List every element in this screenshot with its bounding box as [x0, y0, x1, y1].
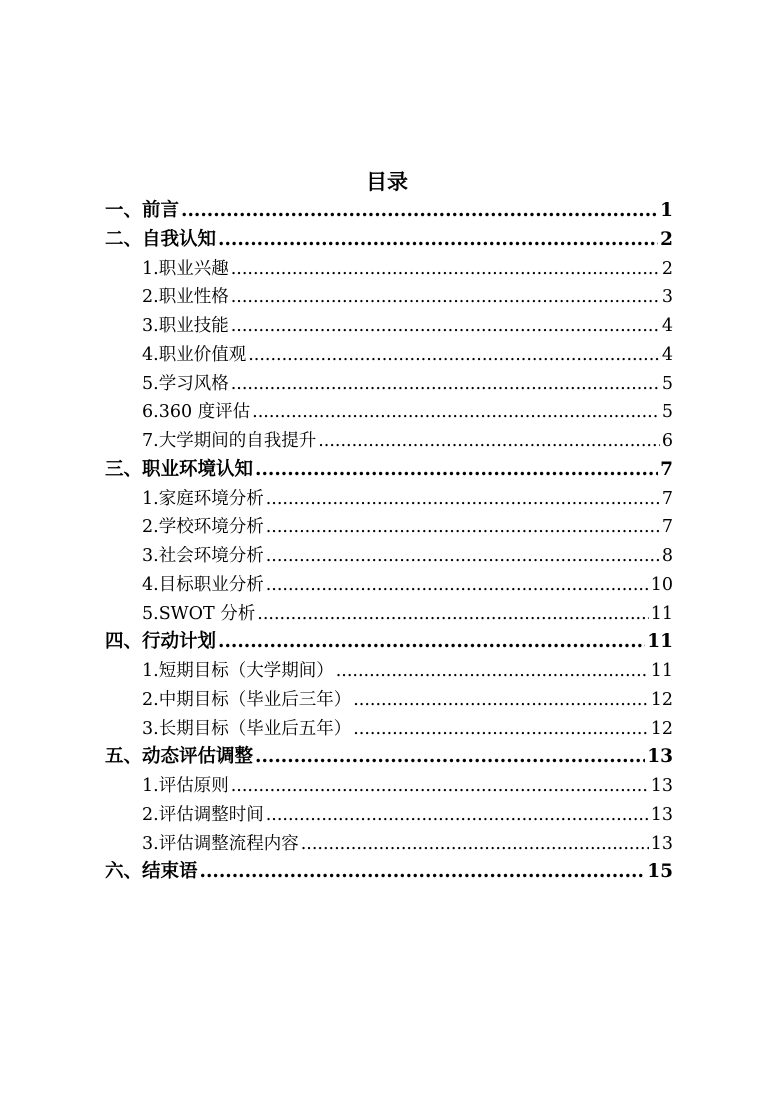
toc-entry-page-number: 4: [661, 316, 673, 336]
toc-subsection-entry[interactable]: [105, 283, 673, 312]
toc-entry-label: 3.职业技能: [142, 316, 229, 336]
toc-subsection-entry[interactable]: [105, 312, 673, 341]
toc-entry-page-number: 2: [661, 258, 673, 279]
toc-dot-leader: [266, 513, 660, 542]
toc-entry-page-number: 1: [660, 200, 673, 221]
toc-section-entry[interactable]: [105, 743, 673, 772]
toc-dot-leader: [266, 801, 649, 830]
toc-entry-page-number: 15: [647, 861, 673, 883]
toc-entry-label: 3.长期目标（毕业后五年）: [142, 718, 352, 739]
toc-section-entry[interactable]: [105, 456, 673, 485]
toc-dot-leader: [231, 370, 660, 399]
toc-subsection-entry[interactable]: [105, 485, 673, 514]
toc-entry-label: 7.大学期间的自我提升: [142, 431, 317, 451]
toc-entry-label: 2.学校环境分析: [142, 517, 264, 538]
toc-subsection-entry[interactable]: [105, 657, 673, 686]
toc-dot-leader: [266, 571, 649, 600]
toc-subsection-entry[interactable]: [105, 255, 673, 284]
toc-entry-label: 3.社会环境分析: [142, 546, 264, 566]
toc-entry-label: 4.职业价值观: [142, 344, 247, 365]
toc-entry-label: 2.评估调整时间: [142, 804, 264, 825]
toc-entry-page-number: 6: [661, 431, 673, 451]
toc-entry-label: 2.职业性格: [142, 287, 229, 308]
toc-subsection-entry[interactable]: [105, 542, 673, 571]
toc-entry-page-number: 13: [647, 746, 673, 768]
toc-subsection-entry[interactable]: [105, 370, 673, 399]
toc-entry-label: 2.中期目标（毕业后三年）: [142, 689, 352, 710]
toc-dot-leader: [231, 283, 660, 312]
toc-entry-label: 1.家庭环境分析: [142, 488, 264, 509]
toc-entry-label: 二、自我认知: [105, 228, 217, 250]
toc-entry-page-number: 8: [661, 546, 673, 566]
toc-entry-label: 一、前言: [105, 200, 180, 221]
toc-subsection-entry[interactable]: [105, 398, 673, 427]
toc-dot-leader: [231, 312, 660, 341]
toc-section-entry[interactable]: [105, 858, 673, 887]
toc-dot-leader: [336, 657, 649, 686]
toc-entry-page-number: 11: [650, 661, 673, 681]
toc-entry-label: 3.评估调整流程内容: [142, 833, 299, 854]
toc-subsection-entry[interactable]: [105, 686, 673, 715]
toc-dot-leader: [255, 456, 658, 485]
toc-dot-leader: [181, 197, 658, 226]
toc-entry-label: 五、动态评估调整: [105, 746, 254, 768]
toc-dot-leader: [200, 858, 646, 887]
toc-entry-page-number: 7: [660, 458, 673, 480]
toc-section-entry[interactable]: [105, 226, 673, 255]
toc-entry-page-number: 13: [650, 804, 673, 825]
toc-entry-label: 1.职业兴趣: [142, 258, 229, 279]
toc-subsection-entry[interactable]: [105, 571, 673, 600]
toc-dot-leader: [266, 542, 660, 571]
toc-dot-leader: [231, 255, 660, 284]
toc-dot-leader: [318, 427, 660, 456]
toc-entry-page-number: 7: [661, 488, 673, 509]
toc-entry-page-number: 11: [650, 603, 673, 624]
toc-dot-leader: [301, 830, 649, 859]
toc-entry-label: 5.学习风格: [142, 373, 229, 394]
toc-entry-label: 6.360 度评估: [142, 402, 251, 423]
toc-dot-leader: [255, 743, 645, 772]
toc-entry-label: 六、结束语: [105, 861, 198, 883]
toc-dot-leader: [231, 772, 649, 801]
toc-entry-page-number: 10: [650, 574, 673, 595]
toc-entry-label: 5.SWOT 分析: [142, 603, 256, 624]
toc-title: 目录: [366, 169, 408, 194]
toc-entry-page-number: 3: [661, 287, 673, 308]
toc-subsection-entry[interactable]: [105, 427, 673, 456]
toc-entry-page-number: 4: [661, 344, 673, 365]
toc-dot-leader: [248, 341, 660, 370]
toc-subsection-entry[interactable]: [105, 341, 673, 370]
toc-dot-leader: [252, 398, 660, 427]
toc-entry-page-number: 12: [650, 689, 673, 710]
toc-dot-leader: [353, 686, 649, 715]
toc-entry-page-number: 2: [660, 228, 673, 250]
toc-entry-page-number: 13: [650, 776, 673, 796]
toc-dot-leader: [266, 485, 660, 514]
toc-entry-label: 四、行动计划: [105, 631, 217, 653]
toc-subsection-entry[interactable]: [105, 830, 673, 859]
toc-section-entry[interactable]: [105, 628, 673, 657]
toc-entry-label: 三、职业环境认知: [105, 458, 254, 480]
toc-dot-leader: [218, 628, 645, 657]
toc-entry-label: 1.短期目标（大学期间）: [142, 661, 334, 681]
table-of-contents: [105, 197, 673, 887]
toc-entry-page-number: 5: [661, 373, 673, 394]
toc-subsection-entry[interactable]: [105, 772, 673, 801]
toc-subsection-entry[interactable]: [105, 801, 673, 830]
toc-entry-label: 1.评估原则: [142, 776, 229, 796]
toc-section-entry[interactable]: [105, 197, 673, 226]
toc-entry-page-number: 11: [647, 631, 673, 653]
toc-subsection-entry[interactable]: [105, 715, 673, 744]
toc-subsection-entry[interactable]: [105, 600, 673, 629]
toc-entry-page-number: 12: [650, 718, 673, 739]
toc-entry-page-number: 7: [661, 517, 673, 538]
toc-subsection-entry[interactable]: [105, 513, 673, 542]
toc-entry-page-number: 13: [650, 833, 673, 854]
toc-entry-label: 4.目标职业分析: [142, 574, 264, 595]
toc-dot-leader: [257, 600, 648, 629]
toc-dot-leader: [353, 715, 649, 744]
toc-entry-page-number: 5: [661, 402, 673, 423]
toc-dot-leader: [218, 226, 658, 255]
